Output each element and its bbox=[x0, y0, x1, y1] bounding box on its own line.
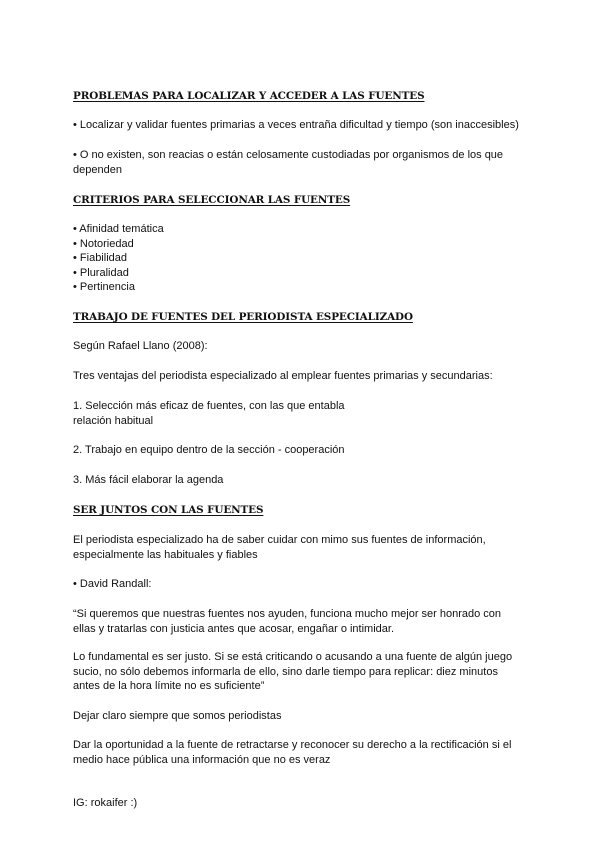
text-line: dependen bbox=[73, 163, 122, 176]
text-line: ellas y tratarlas con justicia antes que acosar, engañar o intimidar. bbox=[73, 622, 395, 635]
text-line: • O no existen, son reacias o están celosamente custodiadas por organismos de los que bbox=[73, 149, 504, 161]
text-line: relación habitual bbox=[73, 414, 154, 427]
paragraph: Tres ventajas del periodista especializado al emplear fuentes primarias y secundarias: bbox=[73, 370, 493, 382]
text-line: antes de la hora límite no es suficiente” bbox=[73, 680, 265, 692]
paragraph bbox=[73, 399, 345, 428]
paragraph: Dejar claro siempre que somos periodistas bbox=[73, 710, 282, 722]
quote bbox=[73, 607, 501, 636]
text-line: sucio, no sólo debemos informarla de ello, sino darle tiempo para replicar: diez minutos bbox=[73, 665, 498, 678]
section-heading-criterios: CRITERIOS PARA SELECCIONAR LAS FUENTES bbox=[73, 194, 351, 206]
quote bbox=[73, 650, 512, 694]
list-item: • Pluralidad bbox=[73, 266, 129, 279]
paragraph bbox=[73, 738, 511, 767]
paragraph: 2. Trabajo en equipo dentro de la sección - cooperación bbox=[73, 444, 345, 456]
list-item: • Notoriedad bbox=[73, 237, 134, 250]
paragraph: Según Rafael Llano (2008): bbox=[73, 340, 208, 352]
paragraph: • Localizar y validar fuentes primarias a veces entraña dificultad y tiempo (son inaccesibles) bbox=[73, 119, 519, 131]
list-item: • Pertinencia bbox=[73, 281, 135, 293]
paragraph bbox=[73, 148, 503, 177]
list-item: • Fiabilidad bbox=[73, 252, 127, 264]
text-line: medio hace pública una información que no es veraz bbox=[73, 753, 331, 766]
paragraph: 3. Más fácil elaborar la agenda bbox=[73, 474, 224, 486]
text-line: El periodista especializado ha de saber cuidar con mimo sus fuentes de información, bbox=[73, 534, 486, 546]
paragraph bbox=[73, 533, 486, 562]
text-line: “Si queremos que nuestras fuentes nos ayuden, funciona mucho mejor ser honrado con bbox=[73, 608, 502, 620]
section-heading-trabajo: TRABAJO DE FUENTES DEL PERIODISTA ESPECIALIZADO bbox=[73, 311, 413, 323]
section-heading-problemas: PROBLEMAS PARA LOCALIZAR Y ACCEDER A LAS FUENTES bbox=[73, 90, 425, 102]
criteria-list bbox=[73, 222, 164, 295]
paragraph: • David Randall: bbox=[73, 578, 152, 590]
section-heading-ser-juntos: SER JUNTOS CON LAS FUENTES bbox=[73, 504, 264, 516]
list-item: • Afinidad temática bbox=[73, 223, 164, 235]
text-line: Lo fundamental es ser justo. Si se está criticando o acusando a una fuente de algún juego bbox=[73, 651, 513, 663]
text-line: especialmente las habituales y fiables bbox=[73, 548, 258, 561]
text-line: Dar la oportunidad a la fuente de retractarse y reconocer su derecho a la rectificación si el bbox=[73, 739, 512, 751]
footer-note: IG: rokaifer :) bbox=[73, 797, 138, 809]
text-line: 1. Selección más eficaz de fuentes, con las que entabla bbox=[73, 400, 345, 412]
